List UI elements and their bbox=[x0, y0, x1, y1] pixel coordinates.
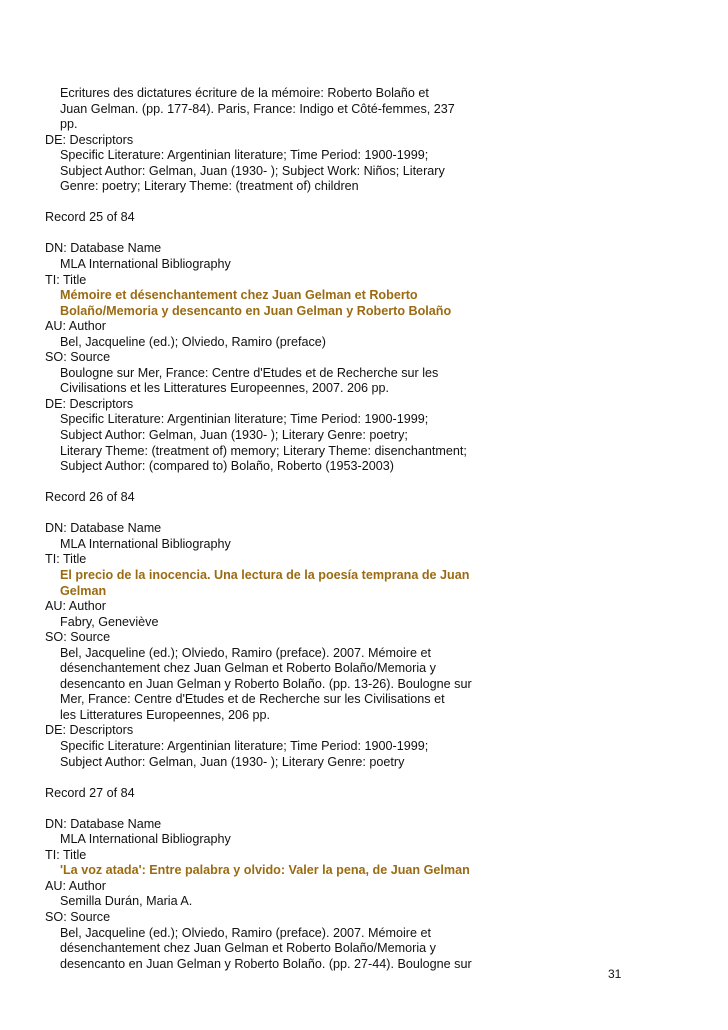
field-value-line: MLA International Bibliography bbox=[60, 257, 231, 272]
field-label: AU: Author bbox=[45, 878, 106, 893]
field-value-line: Fabry, Geneviève bbox=[60, 614, 159, 629]
field-value-line: Ecritures des dictatures écriture de la mémoire: Roberto Bolaño et bbox=[60, 86, 429, 100]
field-value-line: MLA International Bibliography bbox=[60, 832, 231, 847]
field-label: SO: Source bbox=[45, 350, 111, 365]
field-value-line: désenchantement chez Juan Gelman et Roberto Bolaño/Memoria y bbox=[60, 941, 436, 956]
record-title-line: Gelman bbox=[60, 583, 107, 598]
blank-line bbox=[45, 801, 515, 817]
blank-line bbox=[45, 195, 515, 211]
field-label: DE: Descriptors bbox=[45, 396, 134, 411]
record-title-line: Bolaño/Memoria y desencanto en Juan Gelman y Roberto Bolaño bbox=[60, 303, 452, 318]
record-counter: Record 27 of 84 bbox=[45, 785, 135, 800]
field-value-line: Bel, Jacqueline (ed.); Olviedo, Ramiro (preface). 2007. Mémoire et bbox=[60, 925, 431, 940]
field-label: TI: Title bbox=[45, 552, 87, 567]
blank-line bbox=[45, 226, 515, 242]
field-value-line: désenchantement chez Juan Gelman et Roberto Bolaño/Memoria y bbox=[60, 661, 436, 676]
field-value-line: pp. bbox=[60, 117, 78, 132]
field-value-line: Subject Author: Gelman, Juan (1930- ); Literary Genre: poetry; bbox=[60, 428, 408, 443]
field-label: AU: Author bbox=[45, 319, 106, 334]
record-title-line: El precio de la inocencia. Una lectura de la poesía temprana de Juan bbox=[60, 567, 470, 582]
field-value-line: Civilisations et les Litteratures Europeennes, 2007. 206 pp. bbox=[60, 381, 390, 396]
record-counter: Record 26 of 84 bbox=[45, 490, 135, 505]
field-label: DN: Database Name bbox=[45, 816, 162, 831]
record-counter: Record 25 of 84 bbox=[45, 210, 135, 225]
field-value-line: Bel, Jacqueline (ed.); Olviedo, Ramiro (preface). 2007. Mémoire et bbox=[60, 645, 431, 660]
field-value-line: Boulogne sur Mer, France: Centre d'Etudes et de Recherche sur les bbox=[60, 365, 439, 380]
field-value-line: les Litteratures Europeennes, 206 pp. bbox=[60, 707, 271, 722]
field-label: DN: Database Name bbox=[45, 241, 162, 256]
field-value-line: MLA International Bibliography bbox=[60, 536, 231, 551]
field-value-line: Specific Literature: Argentinian literature; Time Period: 1900-1999; bbox=[60, 738, 429, 753]
field-value-line: Genre: poetry; Literary Theme: (treatment of) children bbox=[60, 179, 359, 194]
field-label: SO: Source bbox=[45, 630, 111, 645]
field-value-line: Bel, Jacqueline (ed.); Olviedo, Ramiro (preface) bbox=[60, 334, 326, 349]
field-value-line: Specific Literature: Argentinian literature; Time Period: 1900-1999; bbox=[60, 148, 429, 163]
field-label: SO: Source bbox=[45, 909, 111, 924]
field-label: DE: Descriptors bbox=[45, 723, 134, 738]
field-value-line: Semilla Durán, Maria A. bbox=[60, 894, 193, 909]
field-value-line: desencanto en Juan Gelman y Roberto Bolaño. (pp. 27-44). Boulogne sur bbox=[60, 956, 472, 971]
blank-line bbox=[45, 770, 515, 786]
field-value-line: Specific Literature: Argentinian literature; Time Period: 1900-1999; bbox=[60, 412, 429, 427]
field-value-line: Subject Author: Gelman, Juan (1930- ); Subject Work: Niños; Literary bbox=[60, 163, 445, 178]
record-title-line: 'La voz atada': Entre palabra y olvido: Valer la pena, de Juan Gelman bbox=[60, 863, 470, 878]
field-value-line: Subject Author: (compared to) Bolaño, Roberto (1953-2003) bbox=[60, 459, 394, 474]
page-number: 31 bbox=[608, 967, 622, 981]
record-title-line: Mémoire et désenchantement chez Juan Gelman et Roberto bbox=[60, 288, 418, 303]
document-body bbox=[45, 86, 515, 972]
field-label: AU: Author bbox=[45, 599, 106, 614]
blank-line bbox=[45, 475, 515, 491]
field-label: TI: Title bbox=[45, 272, 87, 287]
field-label: TI: Title bbox=[45, 847, 87, 862]
field-label: DE: Descriptors bbox=[45, 132, 134, 147]
field-label: DN: Database Name bbox=[45, 521, 162, 536]
field-value-line: desencanto en Juan Gelman y Roberto Bolaño. (pp. 13-26). Boulogne sur bbox=[60, 676, 472, 691]
field-value-line: Mer, France: Centre d'Etudes et de Recherche sur les Civilisations et bbox=[60, 692, 445, 707]
field-value-line: Literary Theme: (treatment of) memory; Literary Theme: disenchantment; bbox=[60, 443, 467, 458]
field-value-line: Juan Gelman. (pp. 177-84). Paris, France: Indigo et Côté-femmes, 237 bbox=[60, 101, 455, 116]
field-value-line: Subject Author: Gelman, Juan (1930- ); Literary Genre: poetry bbox=[60, 754, 405, 769]
blank-line bbox=[45, 506, 515, 522]
